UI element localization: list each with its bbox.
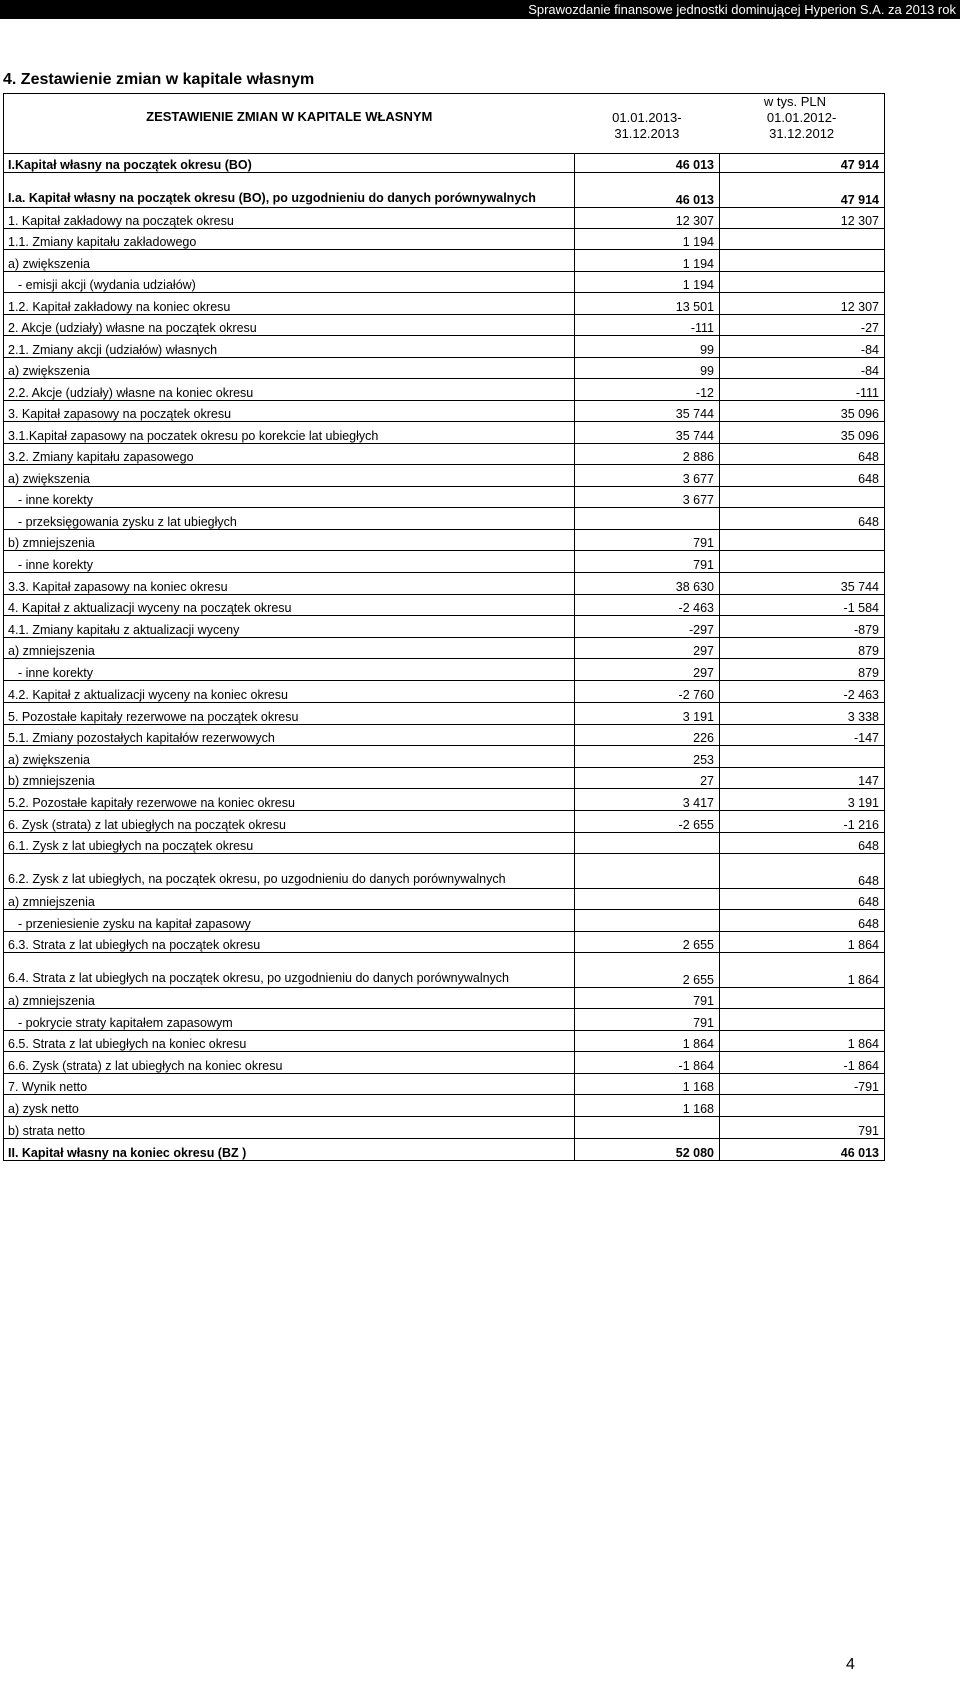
row-label: b) strata netto: [4, 1117, 575, 1139]
value-2013: 3 677: [575, 487, 720, 508]
value-2013: 99: [575, 358, 720, 379]
value-2012: 648: [720, 889, 885, 910]
table-row: [4, 250, 885, 272]
row-label: 3.2. Zmiany kapitału zapasowego: [4, 444, 575, 465]
table-row: [4, 336, 885, 358]
table-row: [4, 703, 885, 725]
value-2013: 46 013: [575, 173, 720, 208]
value-2012: [720, 1009, 885, 1031]
table-row: [4, 173, 885, 208]
value-2012: 3 191: [720, 789, 885, 811]
table-row: [4, 854, 885, 889]
row-label: II. Kapitał własny na koniec okresu (BZ ): [4, 1139, 575, 1161]
value-2013: -297: [575, 616, 720, 638]
equity-changes-table: [3, 93, 885, 1161]
value-2012: 3 338: [720, 703, 885, 725]
table-row: [4, 154, 885, 173]
value-2012: [720, 272, 885, 293]
row-label: 1.2. Kapitał zakładowy na koniec okresu: [4, 293, 575, 315]
row-label: 2.1. Zmiany akcji (udziałów) własnych: [4, 336, 575, 358]
row-label: - emisji akcji (wydania udziałów): [4, 272, 575, 293]
value-2013: 52 080: [575, 1139, 720, 1161]
table-row: [4, 293, 885, 315]
table-row: [4, 551, 885, 573]
table-header-row: [4, 94, 885, 154]
value-2012: 147: [720, 768, 885, 789]
value-2013: [575, 889, 720, 910]
page-number: 4: [846, 1656, 855, 1673]
value-2013: 35 744: [575, 401, 720, 422]
table-row: [4, 910, 885, 932]
value-2013: 791: [575, 988, 720, 1009]
table-row: [4, 229, 885, 250]
row-label: 3.3. Kapitał zapasowy na koniec okresu: [4, 573, 575, 595]
value-2012: -27: [720, 315, 885, 336]
unit-label: w tys. PLN: [763, 94, 826, 109]
table-row: [4, 487, 885, 508]
row-label: 3. Kapitał zapasowy na początek okresu: [4, 401, 575, 422]
row-label: a) zwiększenia: [4, 358, 575, 379]
value-2012: 12 307: [720, 208, 885, 229]
value-2012: -791: [720, 1074, 885, 1095]
value-2013: 1 168: [575, 1095, 720, 1117]
value-2013: 13 501: [575, 293, 720, 315]
value-2012: -1 864: [720, 1052, 885, 1074]
row-label: - inne korekty: [4, 487, 575, 508]
value-2012: [720, 229, 885, 250]
row-label: - pokrycie straty kapitałem zapasowym: [4, 1009, 575, 1031]
value-2013: 1 194: [575, 229, 720, 250]
value-2012: 879: [720, 638, 885, 659]
value-2012: 648: [720, 833, 885, 854]
value-2013: 791: [575, 551, 720, 573]
value-2012: 35 096: [720, 422, 885, 444]
value-2012: -84: [720, 336, 885, 358]
value-2012: -1 216: [720, 811, 885, 833]
value-2013: 1 864: [575, 1031, 720, 1052]
row-label: 5. Pozostałe kapitały rezerwowe na początek okresu: [4, 703, 575, 725]
row-label: a) zmniejszenia: [4, 889, 575, 910]
table-row: [4, 725, 885, 746]
period-headers: [575, 94, 885, 154]
value-2012: 35 744: [720, 573, 885, 595]
table-row: [4, 379, 885, 401]
row-label: 6. Zysk (strata) z lat ubiegłych na początek okresu: [4, 811, 575, 833]
period-2012-start: 01.01.2012-: [766, 110, 837, 125]
value-2012: 648: [720, 910, 885, 932]
row-label: 6.2. Zysk z lat ubiegłych, na początek okresu, po uzgodnieniu do danych porównywalnych: [4, 854, 575, 889]
column-header-2012: [719, 110, 884, 142]
period-2012-end: 31.12.2012: [769, 126, 835, 141]
value-2013: 2 655: [575, 932, 720, 953]
value-2013: -12: [575, 379, 720, 401]
value-2012: -111: [720, 379, 885, 401]
table-row: [4, 595, 885, 616]
value-2012: [720, 530, 885, 551]
value-2012: 648: [720, 444, 885, 465]
table-row: [4, 444, 885, 465]
value-2012: [720, 250, 885, 272]
row-label: a) zwiększenia: [4, 465, 575, 487]
table-row: [4, 789, 885, 811]
table-row: [4, 208, 885, 229]
value-2013: 1 194: [575, 250, 720, 272]
table-row: [4, 573, 885, 595]
value-2013: 2 886: [575, 444, 720, 465]
row-label: 6.5. Strata z lat ubiegłych na koniec okresu: [4, 1031, 575, 1052]
table-row: [4, 1031, 885, 1052]
value-2013: [575, 508, 720, 530]
table-row: [4, 422, 885, 444]
table-title: ZESTAWIENIE ZMIAN W KAPITALE WŁASNYM: [4, 94, 575, 154]
table-row: [4, 953, 885, 988]
value-2013: 253: [575, 746, 720, 768]
value-2013: [575, 833, 720, 854]
row-label: - inne korekty: [4, 551, 575, 573]
row-label: 6.6. Zysk (strata) z lat ubiegłych na koniec okresu: [4, 1052, 575, 1074]
value-2012: -84: [720, 358, 885, 379]
value-2013: -111: [575, 315, 720, 336]
table-row: [4, 465, 885, 487]
table-row: [4, 988, 885, 1009]
value-2013: 1 194: [575, 272, 720, 293]
value-2013: 46 013: [575, 154, 720, 173]
table-row: [4, 889, 885, 910]
table-row: [4, 401, 885, 422]
table-row: [4, 1139, 885, 1161]
value-2013: [575, 1117, 720, 1139]
table-row: [4, 358, 885, 379]
table-row: [4, 1052, 885, 1074]
value-2012: 1 864: [720, 932, 885, 953]
column-header-2013: [575, 110, 720, 142]
row-label: a) zmniejszenia: [4, 988, 575, 1009]
row-label: 1.1. Zmiany kapitału zakładowego: [4, 229, 575, 250]
table-row: [4, 681, 885, 703]
table-row: [4, 1074, 885, 1095]
value-2013: 35 744: [575, 422, 720, 444]
value-2013: 3 677: [575, 465, 720, 487]
value-2013: [575, 854, 720, 889]
table-row: [4, 616, 885, 638]
value-2013: 2 655: [575, 953, 720, 988]
value-2013: 3 417: [575, 789, 720, 811]
value-2012: -2 463: [720, 681, 885, 703]
value-2013: [575, 910, 720, 932]
row-label: 2. Akcje (udziały) własne na początek okresu: [4, 315, 575, 336]
row-label: - przeniesienie zysku na kapitał zapasowy: [4, 910, 575, 932]
row-label: I.a. Kapitał własny na początek okresu (BO), po uzgodnieniu do danych porównywalnych: [4, 173, 575, 208]
value-2013: 791: [575, 1009, 720, 1031]
value-2013: 3 191: [575, 703, 720, 725]
row-label: 6.4. Strata z lat ubiegłych na początek okresu, po uzgodnieniu do danych porównywalnych: [4, 953, 575, 988]
value-2013: -2 463: [575, 595, 720, 616]
row-label: 7. Wynik netto: [4, 1074, 575, 1095]
table-row: [4, 530, 885, 551]
value-2013: 297: [575, 638, 720, 659]
table-row: [4, 1117, 885, 1139]
table-row: [4, 833, 885, 854]
row-label: 4. Kapitał z aktualizacji wyceny na początek okresu: [4, 595, 575, 616]
period-2013-start: 01.01.2013-: [612, 110, 682, 125]
value-2012: 648: [720, 854, 885, 889]
row-label: a) zysk netto: [4, 1095, 575, 1117]
value-2013: 791: [575, 530, 720, 551]
table-row: [4, 659, 885, 681]
table-row: [4, 746, 885, 768]
row-label: 5.2. Pozostałe kapitały rezerwowe na koniec okresu: [4, 789, 575, 811]
value-2012: 47 914: [720, 173, 885, 208]
row-label: 3.1.Kapitał zapasowy na poczatek okresu po korekcie lat ubiegłych: [4, 422, 575, 444]
row-label: 5.1. Zmiany pozostałych kapitałów rezerwowych: [4, 725, 575, 746]
value-2013: -1 864: [575, 1052, 720, 1074]
section-title: 4. Zestawienie zmian w kapitale własnym: [3, 71, 315, 88]
value-2012: 47 914: [720, 154, 885, 173]
value-2013: 38 630: [575, 573, 720, 595]
row-label: a) zmniejszenia: [4, 638, 575, 659]
value-2012: 1 864: [720, 953, 885, 988]
value-2012: [720, 746, 885, 768]
table-row: [4, 638, 885, 659]
row-label: I.Kapitał własny na początek okresu (BO): [4, 154, 575, 173]
row-label: 1. Kapitał zakładowy na początek okresu: [4, 208, 575, 229]
row-label: - inne korekty: [4, 659, 575, 681]
value-2012: [720, 988, 885, 1009]
value-2013: -2 655: [575, 811, 720, 833]
value-2012: -1 584: [720, 595, 885, 616]
value-2012: [720, 1095, 885, 1117]
value-2012: 12 307: [720, 293, 885, 315]
value-2012: 648: [720, 465, 885, 487]
value-2012: 1 864: [720, 1031, 885, 1052]
value-2012: 648: [720, 508, 885, 530]
row-label: 6.3. Strata z lat ubiegłych na początek okresu: [4, 932, 575, 953]
period-columns: [575, 110, 885, 142]
table-row: [4, 811, 885, 833]
row-label: a) zwiększenia: [4, 250, 575, 272]
value-2012: 879: [720, 659, 885, 681]
value-2013: 27: [575, 768, 720, 789]
table-row: [4, 315, 885, 336]
value-2012: -879: [720, 616, 885, 638]
row-label: b) zmniejszenia: [4, 768, 575, 789]
row-label: 6.1. Zysk z lat ubiegłych na początek okresu: [4, 833, 575, 854]
table-row: [4, 1095, 885, 1117]
table-row: [4, 932, 885, 953]
value-2013: -2 760: [575, 681, 720, 703]
row-label: 2.2. Akcje (udziały) własne na koniec okresu: [4, 379, 575, 401]
value-2012: 35 096: [720, 401, 885, 422]
table-row: [4, 1009, 885, 1031]
period-2013-end: 31.12.2013: [614, 126, 680, 141]
value-2012: -147: [720, 725, 885, 746]
value-2012: 46 013: [720, 1139, 885, 1161]
row-label: a) zwiększenia: [4, 746, 575, 768]
row-label: 4.2. Kapitał z aktualizacji wyceny na koniec okresu: [4, 681, 575, 703]
value-2013: 226: [575, 725, 720, 746]
value-2012: [720, 551, 885, 573]
row-label: - przeksięgowania zysku z lat ubiegłych: [4, 508, 575, 530]
running-header: [0, 0, 960, 19]
value-2012: [720, 487, 885, 508]
row-label: b) zmniejszenia: [4, 530, 575, 551]
value-2013: 297: [575, 659, 720, 681]
row-label: 4.1. Zmiany kapitału z aktualizacji wyceny: [4, 616, 575, 638]
value-2013: 99: [575, 336, 720, 358]
value-2013: 12 307: [575, 208, 720, 229]
running-title: Sprawozdanie finansowe jednostki dominującej Hyperion S.A. za 2013 rok: [528, 2, 956, 17]
value-2012: 791: [720, 1117, 885, 1139]
table-row: [4, 768, 885, 789]
value-2013: 1 168: [575, 1074, 720, 1095]
table-row: [4, 508, 885, 530]
table-row: [4, 272, 885, 293]
